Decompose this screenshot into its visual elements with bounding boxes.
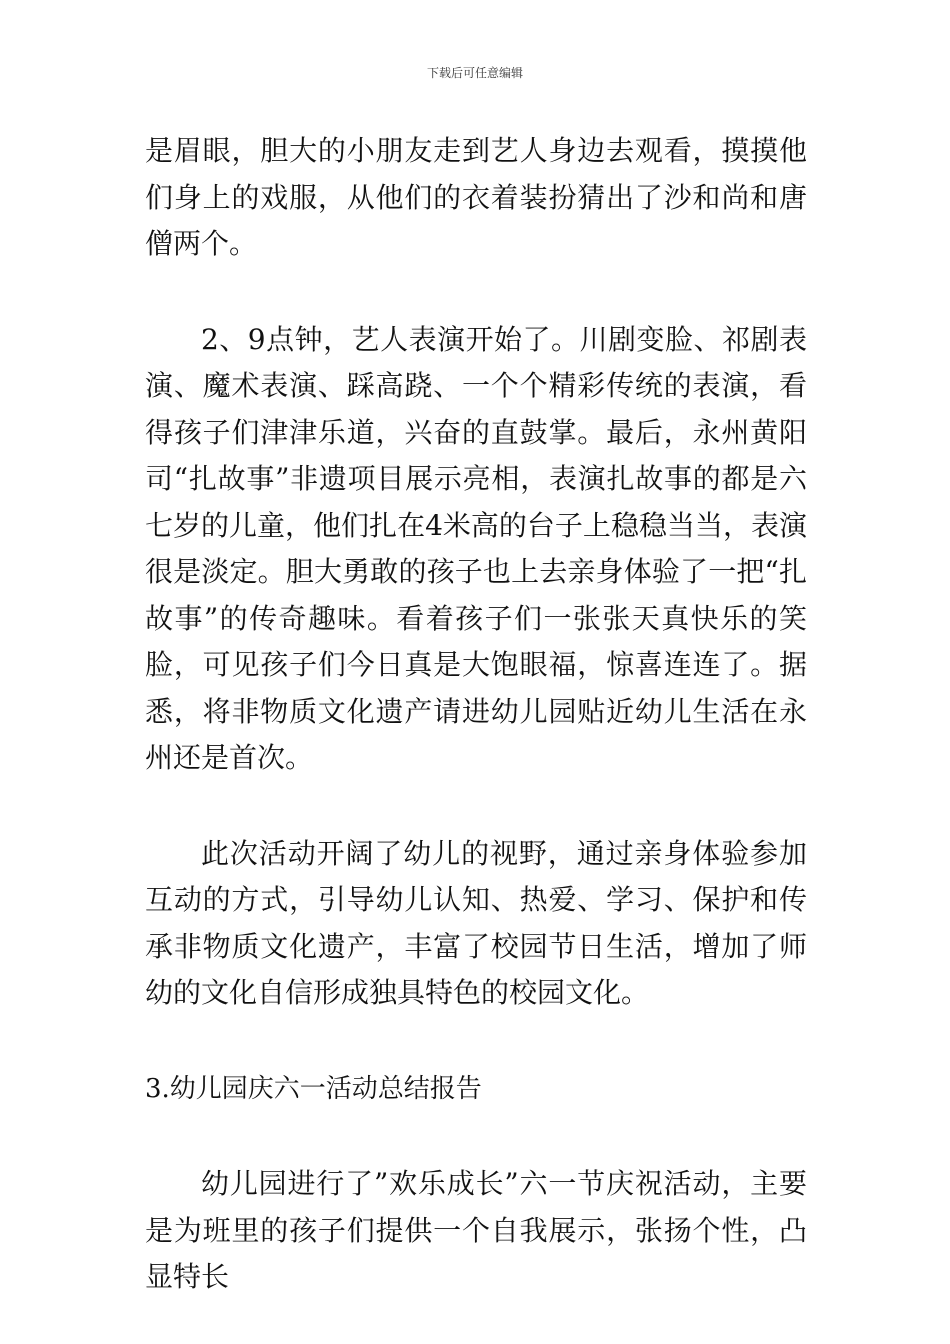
page-header: 下载后可任意编辑: [426, 66, 523, 80]
paragraph-gap: [145, 782, 807, 831]
paragraph-final: 幼儿园进行了”欢乐成长”六一节庆祝活动，主要是为班里的孩子们提供一个自我展示，张扬个性，凸显特长: [145, 1167, 807, 1293]
paragraph-gap: [145, 1112, 807, 1161]
paragraph-summary: 此次活动开阔了幼儿的视野，通过亲身体验参加互动的方式，引导幼儿认知、热爱、学习、保护和传承非物质文化遗产，丰富了校园节日生活，增加了师幼的文化自信形成独具特色的校园文化。: [145, 836, 807, 1009]
document-body: [145, 128, 807, 1301]
paragraph-performance: 2、9点钟，艺人表演开始了。川剧变脸、祁剧表演、魔术表演、踩高跷、一个个精彩传统的表演，看得孩子们津津乐道，兴奋的直鼓掌。最后，永州黄阳司“扎故事”非遗项目展示亮相，表演扎故事的都是六七岁的儿童，他们扎在4米高的台子上稳稳当当，表演很是淡定。胆大勇敢的孩子也上去亲身体验了一把“扎故事”的传奇趣味。看着孩子们一张张天真快乐的笑脸，可见孩子们今日真是大饱眼福，惊喜连连了。据悉，将非物质文化遗产请进幼儿园贴近幼儿生活在永州还是首次。: [145, 322, 807, 774]
paragraph-gap: [145, 268, 807, 317]
paragraph-continuation: 是眉眼，胆大的小朋友走到艺人身边去观看，摸摸他们身上的戏服，从他们的衣着装扮猜出了沙和尚和唐僧两个。: [145, 134, 807, 260]
section-heading: 3.幼儿园庆六一活动总结报告: [145, 1073, 482, 1104]
paragraph-gap: [145, 1017, 807, 1066]
